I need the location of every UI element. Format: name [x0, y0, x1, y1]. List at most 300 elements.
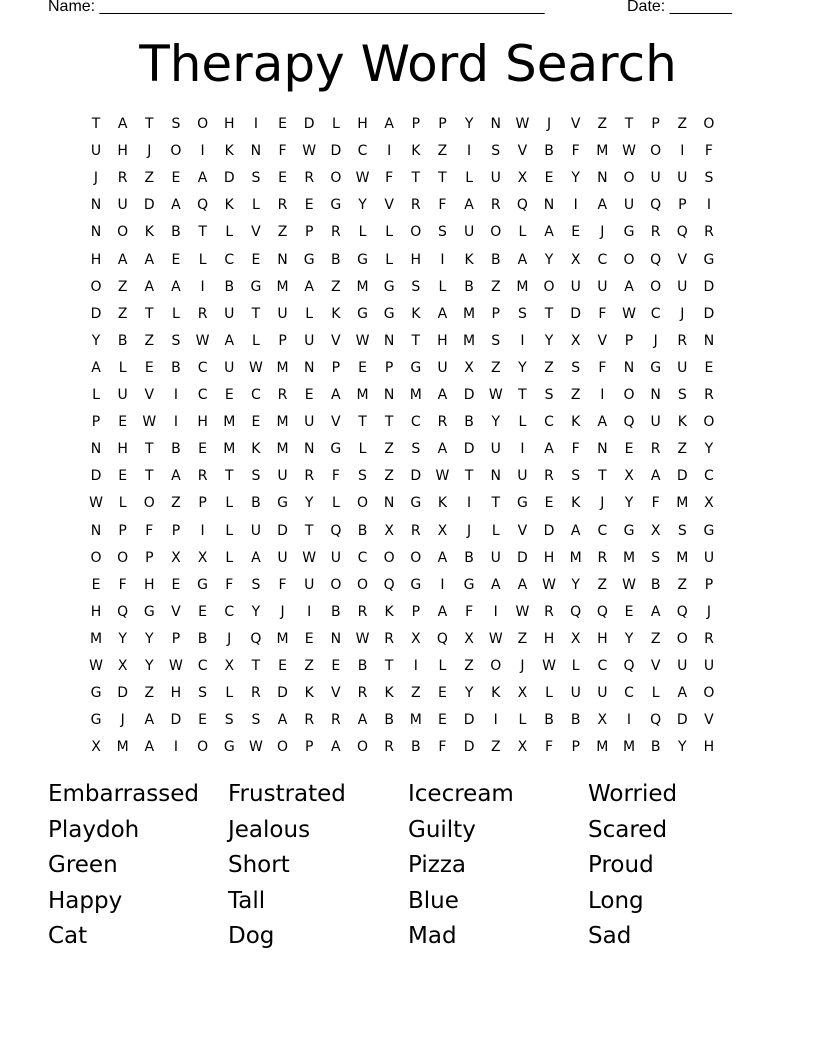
grid-letter: A — [144, 278, 155, 295]
grid-letter: X — [171, 549, 181, 566]
grid-letter: T — [304, 522, 314, 539]
grid-letter: Y — [251, 603, 261, 620]
grid-letter: U — [490, 549, 501, 566]
grid-letter: F — [545, 739, 554, 756]
grid-letter: U — [117, 197, 128, 214]
grid-letter: G — [357, 251, 368, 268]
grid-letter: Z — [437, 143, 448, 160]
grid-letter: E — [704, 359, 714, 376]
grid-letter: F — [465, 603, 474, 620]
grid-letter: H — [357, 116, 368, 132]
word-list-item: Pizza — [408, 852, 466, 878]
grid-letter: U — [437, 359, 448, 376]
grid-letter: U — [517, 468, 528, 485]
grid-letter: F — [704, 143, 713, 160]
grid-letter: E — [331, 658, 341, 674]
grid-letter: I — [520, 332, 525, 349]
grid-letter: R — [704, 224, 714, 241]
grid-letter: L — [118, 359, 127, 376]
grid-letter: L — [651, 685, 660, 702]
grid-letter: A — [597, 197, 608, 214]
grid-letter: W — [89, 495, 103, 512]
grid-letter: Z — [544, 359, 554, 376]
grid-letter: U — [597, 278, 608, 295]
grid-letter: J — [120, 712, 125, 729]
grid-letter: E — [118, 414, 128, 431]
grid-letter: T — [491, 495, 501, 512]
grid-letter: V — [517, 522, 528, 539]
grid-letter: V — [331, 685, 341, 702]
grid-letter: U — [677, 658, 688, 674]
grid-letter: N — [90, 224, 102, 241]
grid-letter: V — [650, 658, 661, 674]
grid-letter: E — [571, 224, 581, 241]
grid-letter: P — [304, 739, 314, 756]
grid-letter: A — [91, 359, 101, 376]
grid-letter: K — [384, 603, 394, 620]
grid-letter: L — [571, 658, 580, 674]
grid-letter: B — [171, 359, 181, 376]
grid-letter: T — [358, 414, 367, 431]
grid-letter: A — [437, 549, 448, 566]
grid-letter: M — [516, 278, 529, 295]
grid-letter: R — [704, 630, 714, 647]
grid-letter: X — [411, 630, 421, 647]
grid-letter: O — [543, 278, 555, 295]
grid-letter: A — [144, 251, 155, 268]
grid-letter: Y — [304, 495, 314, 512]
grid-letter: D — [143, 197, 155, 214]
grid-letter: T — [224, 468, 234, 485]
grid-letter: T — [464, 468, 474, 485]
grid-letter: L — [385, 224, 394, 241]
grid-letter: G — [383, 278, 395, 295]
grid-letter: C — [410, 414, 421, 431]
grid-letter: K — [144, 224, 154, 241]
grid-letter: F — [145, 522, 154, 539]
grid-letter: A — [464, 197, 474, 214]
grid-letter: T — [411, 170, 421, 187]
grid-letter: U — [277, 549, 288, 566]
grid-letter: W — [142, 414, 157, 431]
grid-letter: D — [463, 441, 475, 458]
grid-letter: V — [171, 603, 181, 620]
grid-letter: X — [624, 468, 634, 485]
grid-letter: G — [330, 197, 342, 214]
grid-letter: Y — [358, 197, 367, 214]
grid-letter: O — [650, 143, 662, 160]
grid-letter: S — [251, 712, 261, 729]
grid-letter: B — [490, 251, 501, 268]
grid-letter: L — [358, 441, 367, 458]
grid-letter: L — [385, 251, 394, 268]
grid-letter: W — [302, 549, 317, 566]
grid-letter: N — [90, 441, 102, 458]
grid-letter: V — [677, 251, 688, 268]
grid-letter: P — [704, 576, 714, 593]
grid-letter: L — [92, 387, 100, 403]
grid-letter: S — [358, 468, 367, 485]
grid-letter: Q — [516, 197, 528, 214]
grid-letter: V — [570, 116, 581, 132]
grid-letter: I — [200, 143, 205, 160]
grid-letter: Y — [571, 576, 580, 593]
grid-letter: S — [198, 685, 208, 702]
grid-letter: A — [624, 278, 634, 295]
grid-letter: S — [437, 224, 447, 241]
grid-letter: A — [544, 441, 554, 458]
grid-letter: D — [90, 305, 102, 322]
grid-letter: G — [143, 603, 155, 620]
grid-letter: A — [117, 251, 128, 268]
grid-letter: I — [173, 739, 178, 756]
grid-letter: T — [145, 468, 154, 485]
grid-letter: I — [493, 712, 498, 729]
date-field-label: Date: _______ — [627, 0, 732, 15]
grid-letter: U — [277, 305, 288, 322]
grid-letter: M — [622, 549, 636, 566]
grid-letter: G — [463, 576, 475, 593]
grid-letter: E — [544, 170, 554, 187]
grid-letter: K — [224, 143, 234, 160]
grid-letter: B — [357, 658, 368, 674]
grid-letter: O — [90, 278, 102, 295]
grid-letter: G — [650, 359, 662, 376]
grid-letter: U — [224, 359, 235, 376]
grid-letter: A — [144, 739, 155, 756]
grid-letter: C — [624, 685, 634, 702]
word-list-item: Frustrated — [228, 781, 346, 807]
grid-letter: U — [570, 685, 581, 702]
grid-letter: M — [463, 332, 476, 349]
grid-letter: U — [304, 414, 315, 431]
grid-letter: J — [520, 658, 525, 674]
grid-letter: M — [276, 278, 289, 295]
grid-letter: X — [224, 658, 235, 674]
grid-letter: O — [356, 495, 369, 512]
grid-letter: R — [410, 522, 421, 539]
grid-letter: R — [677, 332, 688, 349]
grid-letter: R — [544, 603, 554, 620]
grid-letter: M — [596, 739, 609, 756]
grid-letter: Z — [464, 658, 474, 674]
grid-letter: K — [571, 414, 581, 431]
grid-letter: F — [278, 143, 287, 160]
grid-letter: N — [250, 143, 262, 160]
grid-letter: P — [411, 603, 421, 620]
grid-letter: A — [437, 441, 448, 458]
grid-letter: R — [357, 685, 368, 702]
grid-letter: C — [197, 359, 208, 376]
grid-letter: N — [703, 332, 715, 349]
grid-letter: P — [624, 332, 634, 349]
grid-letter: R — [704, 387, 714, 403]
grid-letter: O — [277, 739, 289, 756]
grid-letter: U — [463, 224, 475, 241]
grid-letter: G — [410, 576, 422, 593]
grid-letter: I — [253, 116, 258, 132]
grid-letter: Z — [411, 685, 421, 702]
grid-letter: A — [517, 251, 528, 268]
grid-letter: M — [569, 549, 582, 566]
grid-letter: N — [90, 522, 102, 539]
grid-letter: F — [598, 359, 607, 376]
grid-letter: E — [198, 603, 208, 620]
grid-letter: Z — [304, 658, 314, 674]
grid-letter: B — [117, 332, 128, 349]
grid-letter: A — [117, 116, 128, 132]
grid-letter: E — [251, 251, 261, 268]
grid-letter: I — [440, 576, 445, 593]
grid-letter: O — [170, 143, 182, 160]
grid-letter: L — [331, 116, 340, 132]
grid-letter: O — [676, 630, 688, 647]
grid-letter: F — [438, 197, 447, 214]
grid-letter: N — [597, 441, 608, 458]
grid-letter: T — [145, 305, 154, 322]
grid-letter: T — [91, 116, 101, 132]
grid-letter: B — [171, 224, 181, 241]
grid-letter: L — [118, 495, 127, 512]
grid-letter: P — [304, 224, 314, 241]
grid-letter: M — [622, 739, 636, 756]
grid-letter: V — [384, 197, 394, 214]
word-list-item: Happy — [48, 887, 123, 914]
grid-letter: A — [251, 549, 261, 566]
grid-letter: E — [624, 441, 634, 458]
grid-letter: M — [276, 441, 289, 458]
grid-letter: Q — [250, 630, 262, 647]
grid-letter: S — [544, 387, 554, 403]
grid-letter: U — [250, 522, 262, 539]
grid-letter: L — [172, 305, 180, 322]
grid-letter: T — [145, 116, 154, 132]
grid-letter: N — [303, 359, 315, 376]
grid-letter: U — [490, 441, 501, 458]
grid-letter: B — [331, 603, 341, 620]
grid-letter: S — [171, 332, 181, 349]
grid-letter: O — [197, 739, 209, 756]
grid-letter: A — [331, 739, 341, 756]
grid-letter: P — [198, 495, 207, 512]
grid-letter: B — [357, 522, 368, 539]
grid-letter: U — [490, 170, 501, 187]
grid-letter: L — [225, 549, 234, 566]
grid-letter: C — [597, 251, 608, 268]
grid-letter: O — [143, 495, 155, 512]
grid-letter: W — [542, 658, 556, 674]
grid-letter: R — [384, 739, 394, 756]
grid-letter: D — [277, 522, 288, 539]
grid-letter: B — [544, 143, 554, 160]
grid-letter: R — [197, 305, 208, 322]
grid-letter: A — [331, 387, 341, 403]
grid-letter: U — [677, 170, 688, 187]
grid-letter: D — [703, 305, 715, 322]
grid-letter: R — [277, 387, 288, 403]
grid-letter: T — [411, 332, 421, 349]
grid-letter: N — [543, 197, 555, 214]
grid-letter: N — [383, 495, 395, 512]
grid-letter: R — [251, 685, 261, 702]
grid-letter: P — [118, 522, 127, 539]
grid-letter: S — [251, 468, 261, 485]
grid-letter: W — [355, 170, 370, 187]
grid-letter: S — [651, 549, 661, 566]
grid-letter: D — [676, 712, 688, 729]
grid-letter: X — [570, 332, 581, 349]
grid-letter: B — [197, 630, 208, 647]
grid-letter: H — [703, 739, 715, 756]
grid-letter: M — [276, 630, 289, 647]
grid-letter: A — [171, 468, 181, 485]
grid-letter: X — [517, 170, 528, 187]
grid-letter: U — [677, 278, 688, 295]
grid-letter: V — [144, 387, 155, 403]
grid-letter: A — [277, 712, 288, 729]
grid-letter: R — [650, 224, 661, 241]
grid-letter: G — [623, 224, 635, 241]
grid-letter: A — [357, 712, 368, 729]
grid-letter: O — [330, 576, 342, 593]
grid-letter: Y — [464, 116, 474, 132]
grid-letter: O — [410, 224, 422, 241]
grid-letter: P — [678, 197, 687, 214]
grid-letter: C — [597, 522, 608, 539]
word-list-item: Jealous — [228, 816, 311, 843]
grid-letter: U — [570, 278, 581, 295]
grid-letter: S — [224, 712, 234, 729]
grid-letter: G — [516, 495, 528, 512]
grid-letter: M — [223, 414, 236, 431]
grid-letter: J — [706, 603, 711, 620]
grid-letter: X — [437, 522, 448, 539]
grid-letter: B — [464, 549, 474, 566]
grid-letter: U — [677, 359, 688, 376]
grid-letter: Z — [384, 468, 394, 485]
grid-letter: X — [197, 549, 208, 566]
grid-letter: S — [411, 278, 421, 295]
grid-letter: J — [227, 630, 232, 647]
grid-letter: Q — [676, 224, 688, 241]
grid-letter: L — [225, 685, 234, 702]
grid-letter: A — [437, 603, 448, 620]
grid-letter: S — [251, 170, 261, 187]
grid-letter: Q — [676, 603, 688, 620]
grid-letter: Z — [144, 332, 155, 349]
grid-letter: E — [438, 685, 447, 702]
grid-letter: R — [490, 197, 501, 214]
grid-letter: A — [384, 116, 394, 132]
grid-letter: S — [571, 468, 581, 485]
grid-letter: V — [331, 414, 341, 431]
grid-letter: L — [438, 278, 447, 295]
grid-letter: U — [304, 332, 315, 349]
grid-letter: F — [571, 441, 580, 458]
grid-letter: T — [544, 305, 554, 322]
grid-letter: R — [384, 630, 394, 647]
grid-letter: B — [384, 712, 394, 729]
word-list-item: Long — [588, 887, 644, 914]
grid-letter: O — [356, 739, 369, 756]
grid-letter: X — [117, 658, 128, 674]
grid-letter: A — [197, 170, 208, 187]
grid-letter: G — [90, 712, 102, 729]
grid-letter: A — [304, 278, 314, 295]
grid-letter: D — [463, 739, 475, 756]
grid-letter: D — [330, 143, 342, 160]
grid-letter: E — [278, 658, 287, 674]
grid-letter: G — [410, 495, 422, 512]
grid-letter: Z — [650, 630, 661, 647]
grid-letter: D — [410, 468, 422, 485]
grid-letter: L — [545, 685, 553, 702]
grid-letter: R — [650, 441, 661, 458]
grid-letter: O — [90, 549, 102, 566]
grid-letter: X — [650, 522, 661, 539]
grid-letter: H — [90, 251, 102, 268]
grid-letter: J — [653, 332, 658, 349]
grid-letter: M — [223, 441, 236, 458]
grid-letter: E — [91, 576, 101, 593]
grid-letter: N — [330, 630, 342, 647]
grid-letter: S — [251, 576, 261, 593]
grid-letter: F — [598, 305, 607, 322]
grid-letter: E — [544, 495, 554, 512]
grid-letter: J — [280, 603, 285, 620]
grid-letter: X — [384, 522, 394, 539]
grid-letter: K — [437, 495, 448, 512]
grid-letter: X — [91, 739, 101, 756]
grid-letter: Z — [570, 387, 581, 403]
grid-letter: T — [384, 414, 394, 431]
grid-letter: O — [117, 549, 129, 566]
grid-letter: F — [571, 143, 580, 160]
grid-letter: A — [650, 468, 661, 485]
grid-letter: I — [413, 658, 418, 674]
grid-letter: X — [464, 359, 474, 376]
grid-letter: I — [467, 495, 472, 512]
grid-letter: D — [90, 468, 102, 485]
grid-letter: P — [145, 549, 154, 566]
page-title: Therapy Word Search — [139, 35, 677, 93]
grid-letter: Q — [623, 658, 635, 674]
grid-letter: W — [169, 658, 183, 674]
grid-letter: I — [467, 143, 472, 160]
grid-letter: I — [493, 603, 498, 620]
grid-letter: E — [224, 387, 234, 403]
grid-letter: A — [437, 305, 448, 322]
grid-letter: G — [250, 278, 262, 295]
grid-letter: S — [571, 359, 581, 376]
grid-letter: P — [491, 305, 500, 322]
grid-letter: R — [304, 170, 315, 187]
grid-letter: G — [703, 251, 715, 268]
grid-letter: C — [357, 143, 368, 160]
grid-letter: C — [224, 603, 235, 620]
grid-letter: L — [518, 712, 527, 729]
grid-letter: B — [331, 251, 341, 268]
grid-letter: P — [331, 359, 341, 376]
grid-letter: L — [518, 414, 527, 431]
grid-letter: G — [623, 522, 635, 539]
grid-letter: L — [305, 305, 314, 322]
grid-letter: V — [704, 712, 714, 729]
grid-letter: G — [410, 359, 422, 376]
grid-letter: H — [223, 116, 235, 132]
grid-letter: Q — [650, 712, 662, 729]
grid-letter: Y — [704, 441, 714, 458]
